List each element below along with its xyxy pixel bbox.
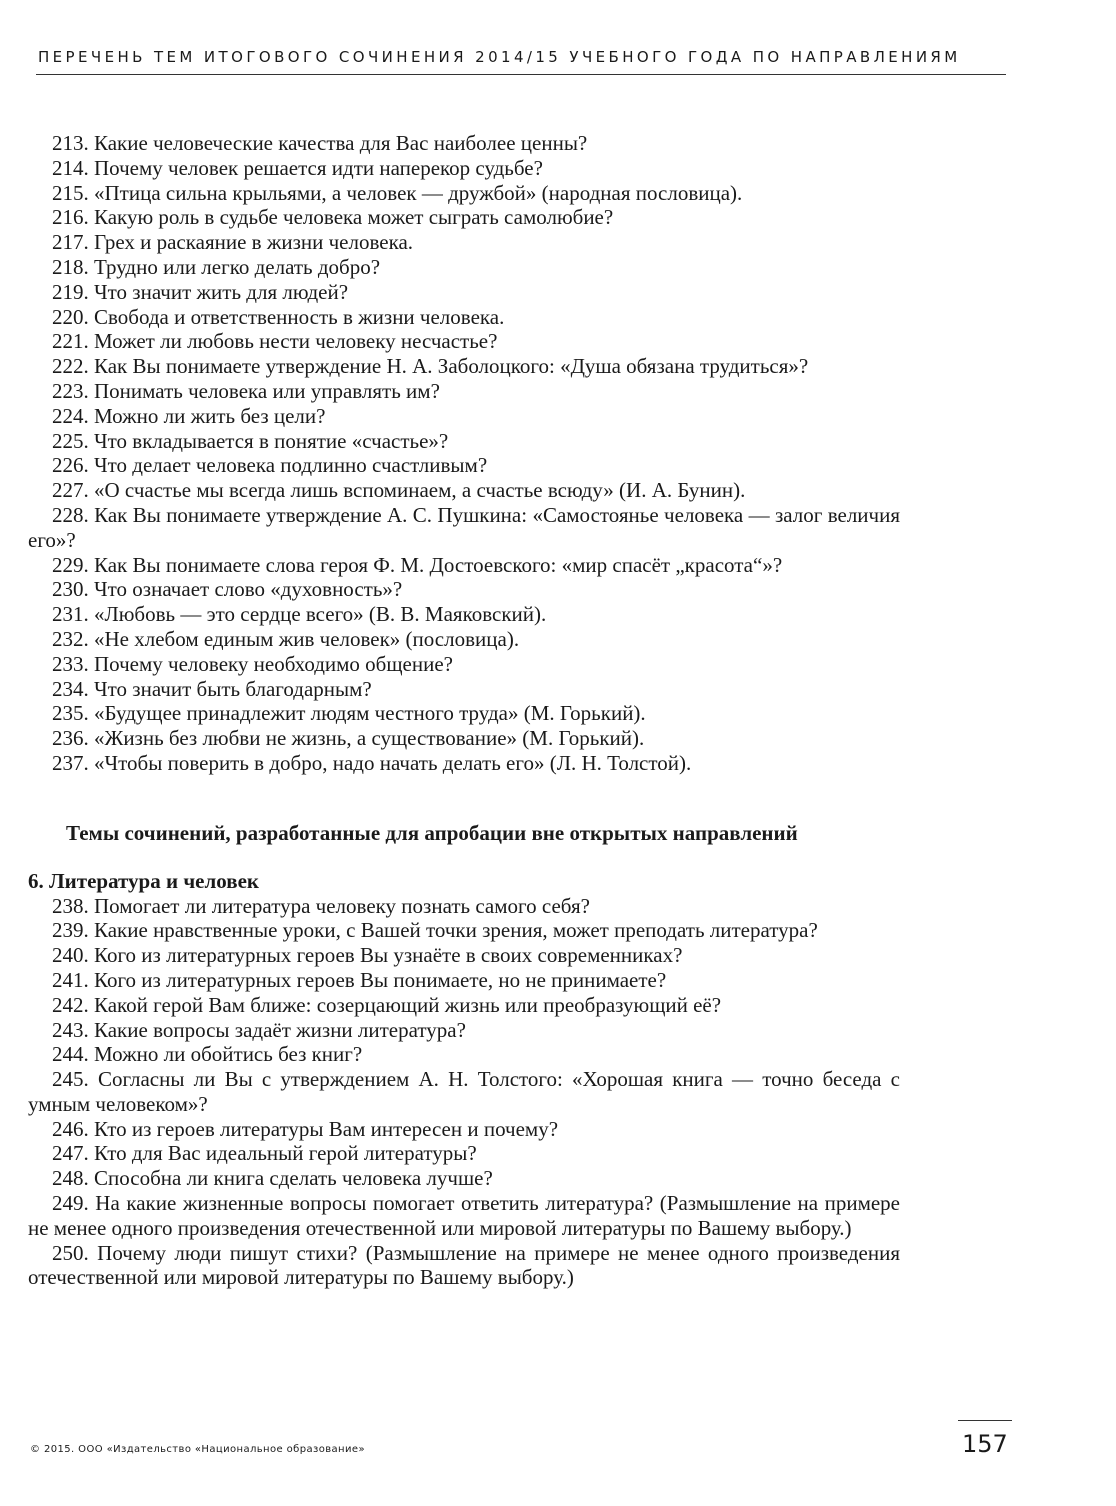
topic-item: 227. «О счастье мы всегда лишь вспоминаем, а счастье всюду» (И. А. Бунин). [52,478,746,503]
topic-item: 231. «Любовь — это сердце всего» (В. В. Маяковский). [52,602,547,627]
topic-item: 238. Помогает ли литература человеку познать самого себя? [52,893,590,918]
topic-item: 220. Свобода и ответственность в жизни человека. [52,304,505,329]
topic-item: 226. Что делает человека подлинно счастливым? [52,453,488,478]
subsection-heading: 6. Литература и человек [28,868,260,893]
topic-item: 247. Кто для Вас идеальный герой литературы? [52,1141,477,1166]
topic-item: 234. Что значит быть благодарным? [52,676,372,701]
topic-item: 242. Какой герой Вам ближе: созерцающий жизнь или преобразующий её? [52,992,722,1017]
topic-item: 214. Почему человек решается идти наперекор судьбе? [52,155,543,180]
topic-list-general [28,131,900,776]
topic-item: 225. Что вкладывается в понятие «счастье»? [52,428,449,453]
topic-item: 248. Способна ли книга сделать человека лучше? [52,1166,493,1191]
topic-item: 228. Как Вы понимаете утверждение А. С. Пушкина: «Самостоянье человека — залог величия его»? [28,502,900,552]
topic-list-literature [28,894,900,1291]
topic-item: 243. Какие вопросы задаёт жизни литература? [52,1017,466,1042]
topic-item: 222. Как Вы понимаете утверждение Н. А. Заболоцкого: «Душа обязана трудиться»? [52,354,809,379]
topic-item: 217. Грех и раскаяние в жизни человека. [52,230,414,255]
topic-item: 250. Почему люди пишут стихи? (Размышление на примере не менее одного произведения отечественной или мировой литературы по Вашему выбору.) [28,1240,900,1290]
topic-item: 245. Согласны ли Вы с утверждением А. Н. Толстого: «Хорошая книга — точно беседа с умным человеком»? [28,1067,900,1116]
topic-item: 224. Можно ли жить без цели? [52,403,326,428]
topic-item: 239. Какие нравственные уроки, с Вашей точки зрения, может преподать литература? [52,918,818,943]
topic-item: 216. Какую роль в судьбе человека может сыграть самолюбие? [52,205,614,230]
topic-item: 249. На какие жизненные вопросы помогает ответить литература? (Размышление на примере не менее одного произведения отечественной или мировой литературы по Вашему выбору.) [28,1191,900,1240]
copyright-notice: © 2015. ООО «Издательство «Национальное образование» [30,1444,365,1455]
topic-item: 229. Как Вы понимаете слова героя Ф. М. Достоевского: «мир спасёт „красота“»? [52,552,783,577]
topic-item: 240. Кого из литературных героев Вы узнаёте в своих современниках? [52,943,683,968]
topic-item: 237. «Чтобы поверить в добро, надо начать делать его» (Л. Н. Толстой). [52,750,692,775]
topic-item: 233. Почему человеку необходимо общение? [52,651,453,676]
topic-item: 241. Кого из литературных героев Вы понимаете, но не принимаете? [52,967,667,992]
section-heading: Темы сочинений, разработанные для апробации вне открытых направлений [66,820,798,845]
topic-item: 223. Понимать человека или управлять им? [52,378,440,403]
header-rule [36,74,1006,75]
topic-item: 232. «Не хлебом единым жив человек» (пословица). [52,626,520,651]
topic-item: 213. Какие человеческие качества для Вас наиболее ценны? [52,131,588,155]
topic-item: 221. Может ли любовь нести человеку несчастье? [52,329,498,354]
topic-item: 215. «Птица сильна крыльями, а человек — дружбой» (народная пословица). [52,180,743,205]
topic-item: 244. Можно ли обойтись без книг? [52,1042,363,1067]
topic-item: 230. Что означает слово «духовность»? [52,577,403,602]
topic-item: 218. Трудно или легко делать добро? [52,254,381,279]
topic-item: 246. Кто из героев литературы Вам интересен и почему? [52,1116,559,1141]
running-header: ПЕРЕЧЕНЬ ТЕМ ИТОГОВОГО СОЧИНЕНИЯ 2014/15 УЧЕБНОГО ГОДА ПО НАПРАВЛЕНИЯМ [38,48,961,66]
topic-item: 236. «Жизнь без любви не жизнь, а существование» (М. Горький). [52,726,645,751]
page-body [28,131,900,1290]
footer-rule [958,1420,1012,1421]
topic-item: 235. «Будущее принадлежит людям честного труда» (М. Горький). [52,701,646,726]
page-number: 157 [962,1430,1008,1458]
topic-item: 219. Что значит жить для людей? [52,279,349,304]
